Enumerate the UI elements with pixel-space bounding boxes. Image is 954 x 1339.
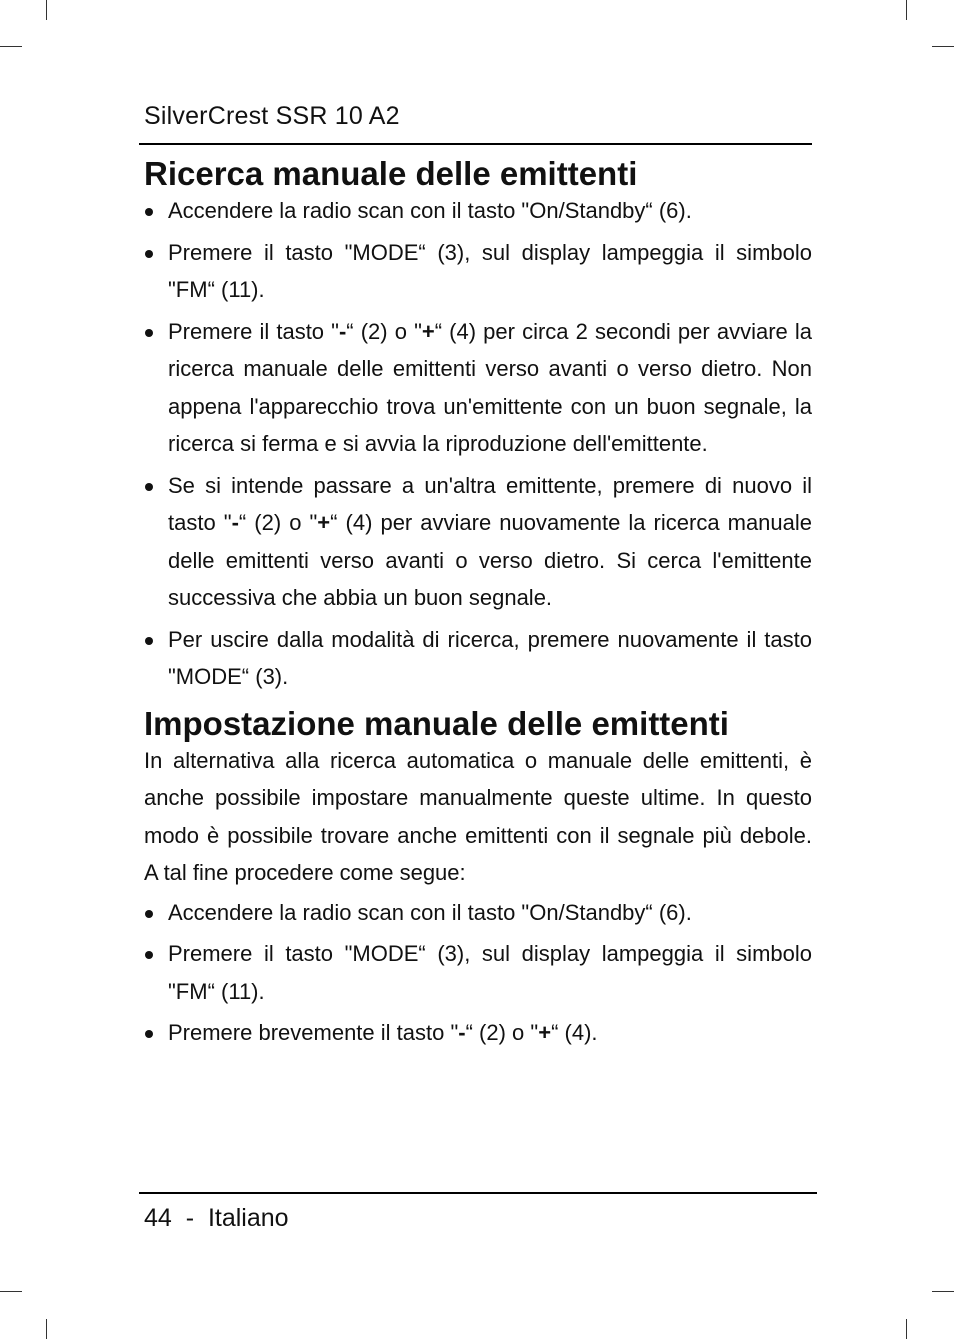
crop-mark xyxy=(0,46,22,47)
footer-separator: - xyxy=(185,1204,195,1232)
intro-paragraph: In alternativa alla ricerca automatica o manuale delle emittenti, è anche possibile impostare manualmente queste ultime. In questo modo è possibile trovare anche emittenti con il segnale più debole. A tal fine procedere come segue: xyxy=(144,747,812,885)
manual-search-steps xyxy=(144,192,812,696)
minus-key-symbol: - xyxy=(458,1020,466,1045)
plus-key-symbol: + xyxy=(538,1020,552,1045)
footer-language: Italiano xyxy=(207,1204,289,1232)
crop-mark xyxy=(932,1291,954,1292)
list-item: Premere il tasto "-“ (2) o "+“ (4) per circa 2 secondi per avviare la ricerca manuale delle emittenti verso avanti o verso dietro. Non appena l'apparecchio trova un'emittente con un buon segnale, la ricerca si ferma e si avvia la riproduzione dell'emittente. xyxy=(144,313,812,463)
crop-mark xyxy=(46,0,47,20)
header-rule xyxy=(139,143,812,145)
list-item: Accendere la radio scan con il tasto "On/Standby“ (6). xyxy=(144,192,812,230)
section-heading-manual-setting: Impostazione manuale delle emittenti xyxy=(144,704,729,742)
list-item: Premere brevemente il tasto "-“ (2) o "+“ (4). xyxy=(144,1014,812,1052)
minus-key-symbol: - xyxy=(338,318,347,344)
crop-mark xyxy=(0,1291,22,1292)
manual-setting-steps xyxy=(144,894,812,1052)
crop-mark xyxy=(46,1319,47,1339)
crop-mark xyxy=(932,46,954,47)
list-item: Accendere la radio scan con il tasto "On/Standby“ (6). xyxy=(144,894,812,932)
section-heading-manual-search: Ricerca manuale delle emittenti xyxy=(144,155,638,192)
page-header-title: SilverCrest SSR 10 A2 xyxy=(144,102,400,130)
page-footer xyxy=(144,1202,289,1234)
minus-key-symbol: - xyxy=(231,510,239,535)
list-item: Premere il tasto "MODE“ (3), sul display lampeggia il simbolo "FM“ (11). xyxy=(144,234,812,309)
plus-key-symbol: + xyxy=(317,510,331,535)
page-content xyxy=(144,156,812,1056)
plus-key-symbol: + xyxy=(421,318,435,344)
page-number: 44 xyxy=(144,1204,172,1232)
list-item: Premere il tasto "MODE“ (3), sul display lampeggia il simbolo "FM“ (11). xyxy=(144,935,812,1010)
crop-mark xyxy=(906,1319,907,1339)
crop-mark xyxy=(906,0,907,20)
list-item: Se si intende passare a un'altra emittente, premere di nuovo il tasto "-“ (2) o "+“ (4) per avviare nuovamente la ricerca manuale delle emittenti verso avanti o verso dietro. Si cerca l'emittente successiva che abbia un buon segnale. xyxy=(144,467,812,617)
footer-rule xyxy=(139,1192,817,1194)
list-item: Per uscire dalla modalità di ricerca, premere nuovamente il tasto "MODE“ (3). xyxy=(144,621,812,696)
